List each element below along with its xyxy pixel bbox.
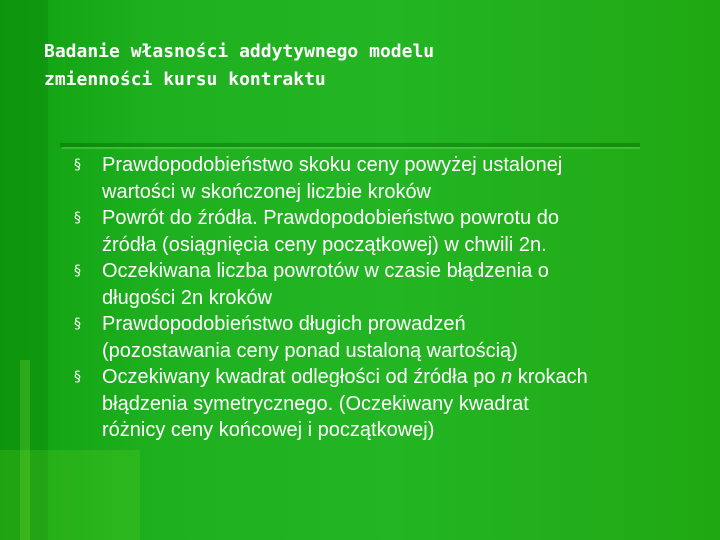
bullet-item — [74, 258, 704, 311]
bullet-text-line: Prawdopodobieństwo skoku ceny powyżej ustalonej — [102, 154, 563, 176]
bullet-marker-icon: § — [74, 263, 81, 279]
bullet-text-segment: Oczekiwany kwadrat odległości od źródła po — [102, 366, 502, 388]
bullet-text-line — [102, 364, 704, 391]
bullet-item — [74, 152, 704, 205]
bullet-text-line: Oczekiwana liczba powrotów w czasie błądzenia o — [102, 260, 549, 282]
bullet-text-line: długości 2n kroków — [102, 286, 273, 309]
bullet-marker-icon: § — [74, 210, 81, 226]
bullet-text-line: wartości w skończonej liczbie kroków — [102, 180, 432, 203]
slide-title — [44, 38, 664, 94]
bullet-text-line: różnicy ceny końcowej i początkowej) — [102, 419, 435, 441]
title-divider-highlight — [62, 147, 640, 149]
bullet-italic-word: n — [501, 366, 513, 388]
bullet-text-line: błądzenia symetrycznego. (Oczekiwany kwadrat — [102, 392, 529, 415]
background-accent-corner — [0, 450, 140, 540]
bullet-text-line: (pozostawania ceny ponad ustaloną wartością) — [102, 339, 518, 362]
bullet-text-line: Prawdopodobieństwo długich prowadzeń — [102, 313, 466, 335]
bullet-item — [74, 205, 704, 258]
bullet-item — [74, 311, 704, 364]
bullet-marker-icon: § — [74, 157, 81, 173]
title-divider-shadow — [60, 143, 640, 147]
bullet-marker-icon: § — [74, 316, 81, 332]
bullet-text-segment: krokach — [512, 366, 588, 388]
slide-title-line: zmienności kursu kontraktu — [44, 69, 326, 90]
bullet-item — [74, 364, 704, 444]
bullet-marker-icon: § — [74, 369, 81, 385]
background-band-left — [0, 0, 48, 540]
bullet-text-line: Powrót do źródła. Prawdopodobieństwo powrotu do — [102, 207, 559, 229]
slide-title-line: Badanie własności addytywnego modelu — [44, 41, 435, 62]
background-accent-strip — [20, 360, 30, 540]
bullet-text-line: źródła (osiągnięcia ceny początkowej) w chwili 2n. — [102, 233, 547, 256]
bullet-list — [74, 152, 704, 444]
